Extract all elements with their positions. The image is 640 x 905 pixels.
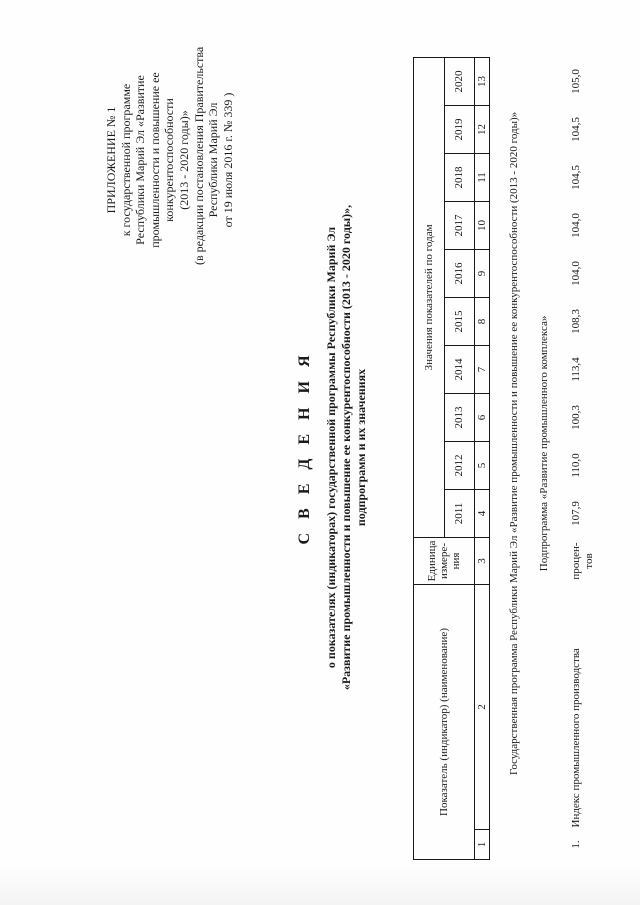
- row-indicator-name: Индекс промышленного производства: [570, 648, 582, 828]
- row-value: 110,0: [570, 453, 582, 478]
- column-number: 2: [475, 585, 490, 830]
- row-value: 108,3: [570, 309, 582, 334]
- header-indicator: Показатель (индикатор) (наименование): [414, 585, 475, 860]
- header-year: 2017: [444, 202, 475, 250]
- program-title: Государственная программа Республики Марий Эл «Развитие промышленности и повышение ее конкурентоспособности (2013 - 2020 годы)»: [508, 111, 520, 776]
- row-value: 104,5: [570, 165, 582, 190]
- header-year: 2015: [444, 298, 475, 346]
- header-year: 2018: [444, 154, 475, 202]
- appendix-line: от 19 июля 2016 г. № 339 ): [220, 92, 235, 228]
- header-unit: Единица измере- ния: [414, 538, 475, 585]
- row-value: 104,5: [570, 117, 582, 142]
- column-number: 3: [475, 538, 490, 585]
- subprogram-title: Подпрограмма «Развитие промышленного комплекса»: [538, 315, 550, 572]
- column-number: 9: [475, 250, 490, 298]
- program-title-row: [490, 57, 525, 859]
- row-value: 104,0: [570, 261, 582, 286]
- row-value: 104,0: [570, 213, 582, 238]
- header-year: 2012: [444, 442, 475, 490]
- document-heading: [296, 80, 369, 815]
- row-value: 113,4: [570, 357, 582, 382]
- appendix-block: [104, 46, 235, 265]
- column-number: 7: [475, 346, 490, 394]
- appendix-line: Республики Марий Эл «Развитие: [133, 75, 148, 245]
- header-year: 2020: [444, 57, 475, 105]
- appendix-line: конкурентоспособности: [162, 98, 177, 222]
- header-year: 2014: [444, 346, 475, 394]
- column-number: 6: [475, 394, 490, 442]
- column-number: 1: [475, 830, 490, 860]
- appendix-line: (в редакции постановления Правительства: [191, 46, 206, 265]
- row-value: 105,0: [570, 69, 582, 94]
- header-year: 2013: [444, 394, 475, 442]
- column-number: 5: [475, 442, 490, 490]
- appendix-line: промышленности и повышение ее: [147, 72, 162, 248]
- header-row: [414, 57, 445, 859]
- table-row: [556, 57, 597, 859]
- heading-line: подпрограмм и их значениях: [354, 368, 368, 527]
- appendix-line: ПРИЛОЖЕНИЕ № 1: [104, 106, 118, 214]
- appendix-line: Республики Марий Эл: [206, 102, 221, 218]
- header-year: 2011: [444, 490, 475, 538]
- column-number: 8: [475, 298, 490, 346]
- column-number: 4: [475, 490, 490, 538]
- row-value: 107,9: [570, 501, 582, 526]
- header-values: Значения показателей по годам: [414, 57, 445, 537]
- subprogram-title-row: [524, 57, 556, 859]
- document-title: С В Е Д Е Н И Я: [296, 350, 313, 545]
- column-number-row: [475, 57, 490, 859]
- column-number: 11: [475, 154, 490, 202]
- row-unit: процен- тов: [570, 542, 595, 580]
- column-number: 13: [475, 57, 490, 105]
- heading-line: о показателях (индикаторах) государственной программы Республики Марий Эл: [324, 226, 338, 669]
- column-number: 12: [475, 106, 490, 154]
- row-number: 1.: [570, 840, 582, 849]
- header-year: 2019: [444, 106, 475, 154]
- column-number: 10: [475, 202, 490, 250]
- scan-shadow: [0, 865, 640, 905]
- row-value: 100,3: [570, 405, 582, 430]
- heading-line: «Развитие промышленности и повышение ее конкурентоспособности (2013 - 2020 годы)»,: [339, 204, 353, 691]
- appendix-line: (2013 - 2020 годы)»: [176, 110, 191, 210]
- indicators-table: [413, 57, 597, 860]
- header-year: 2016: [444, 250, 475, 298]
- appendix-line: к государственной программе: [118, 83, 133, 237]
